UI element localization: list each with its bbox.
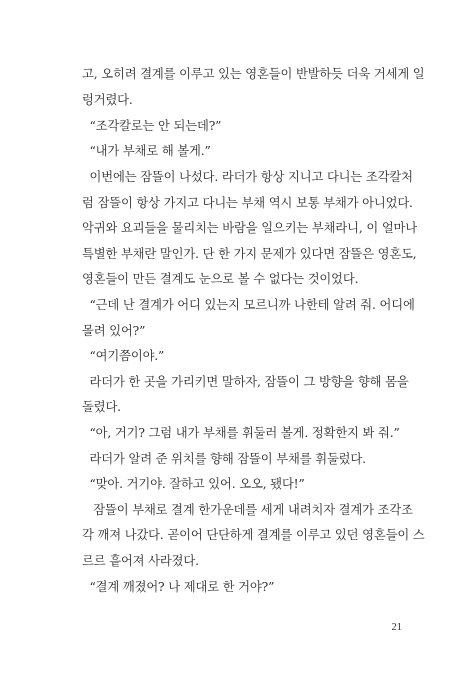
text-line: 잠뜰이 부채로 결계 한가운데를 세게 내려치자 결계가 조각조 [82,503,413,517]
text-line: “아, 거기? 그럼 내가 부채를 휘둘러 볼게. 정확한지 봐 줘.” [82,426,400,440]
text-line: 라더가 한 곳을 가리키면 말하자, 잠뜰이 그 방향을 향해 몸을 [82,375,409,389]
text-line: “맞아. 거기야. 잘하고 있어. 오오, 됐다!” [82,477,305,491]
text-line: “결계 깨졌어? 나 제대로 한 거야?” [82,580,275,594]
text-line: “여기쯤이야.” [82,349,165,363]
page-number: 21 [391,622,402,633]
text-line: 몰려 있어?” [82,324,146,338]
text-line: “근데 난 결계가 어디 있는지 모르니까 나한테 알려 줘. 어디에 [82,298,415,312]
text-line: 고, 오히려 결계를 이루고 있는 영혼들이 반발하듯 더욱 거세게 일 [82,67,425,81]
text-line: 르르 흩어져 사라졌다. [82,554,199,568]
text-line: 럼 잠뜰이 항상 가지고 다니는 부채 역시 보통 부채가 아니었다. [82,196,413,210]
text-line: 영혼들이 만든 결계도 눈으로 볼 수 없다는 것이었다. [82,272,359,286]
text-line: “조각칼로는 안 되는데?” [82,119,222,133]
text-line: 이번에는 잠뜰이 나섰다. 라더가 항상 지니고 다니는 조각칼처 [82,170,413,184]
text-line: 돌렸다. [82,400,121,414]
text-line: 특별한 부채란 말인가. 단 한 가지 문제가 있다면 잠뜰은 영혼도, [82,247,417,261]
text-line: 악귀와 요괴들을 물리치는 바람을 일으키는 부채라니, 이 얼마나 [82,221,418,235]
text-line: “내가 부채로 해 볼게.” [82,144,211,158]
text-line: 각 깨져 나갔다. 곧이어 단단하게 결계를 이루고 있던 영혼들이 스 [82,528,425,542]
text-line: 렁거렸다. [82,93,133,107]
text-line: 라더가 알려 준 위치를 향해 잠뜰이 부채를 휘둘렀다. [82,452,366,466]
